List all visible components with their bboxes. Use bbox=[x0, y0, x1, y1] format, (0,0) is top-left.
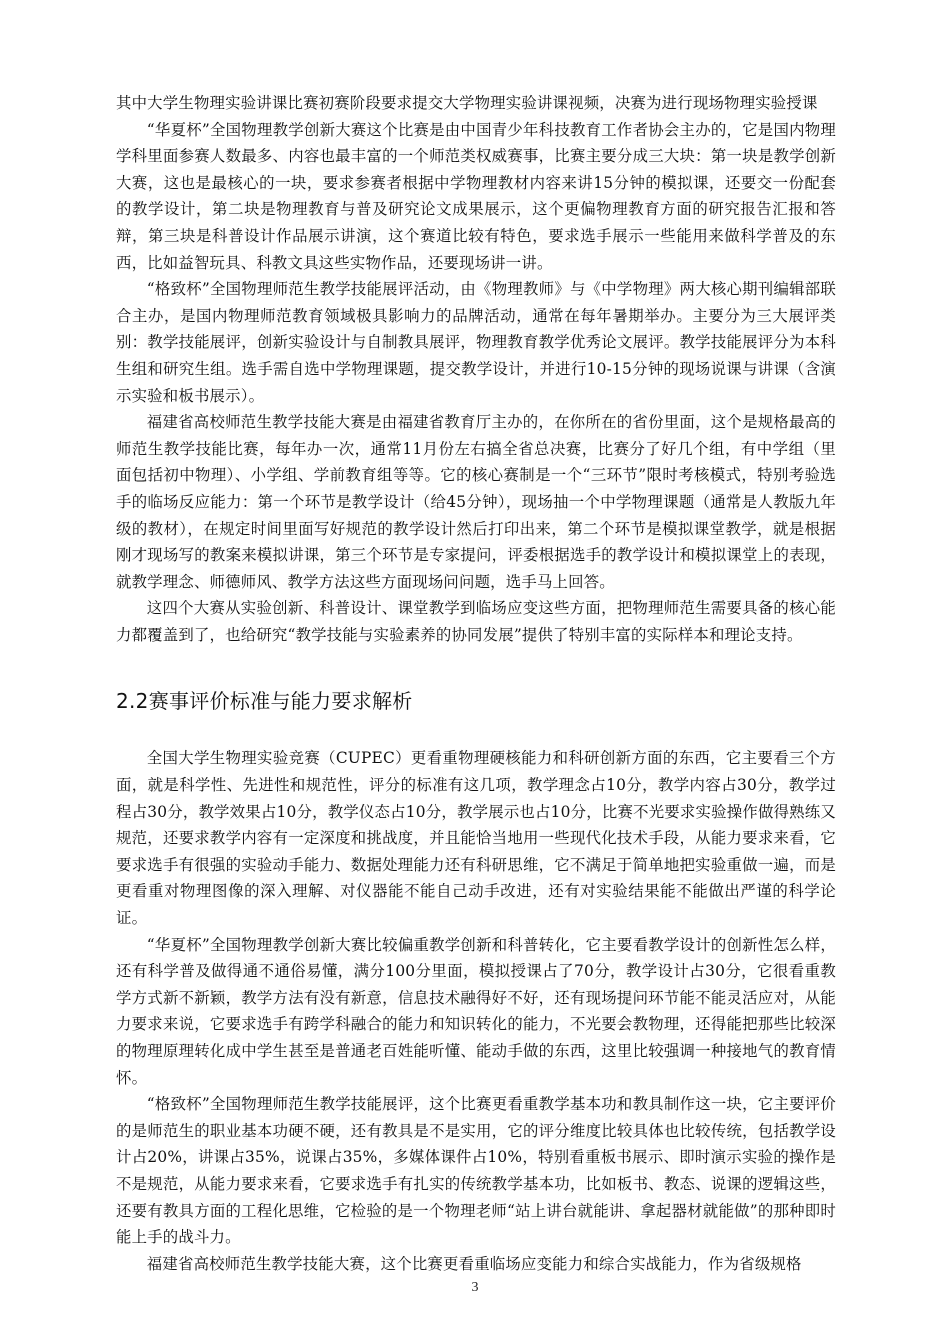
paragraph: 全国大学生物理实验竞赛（CUPEC）更看重物理硬核能力和科研创新方面的东西，它主要看三个方面，就是科学性、先进性和规范性，评分的标准有这几项，教学理念占10分，教学内容占30分，教学过程占30分，教学效果占10分，教学仪态占10分，教学展示也占10分，比赛不光要求实验操作做得熟练又规范，还要求教学内容有一定深度和挑战度，并且能恰当地用一些现代化技术手段，从能力要求来看，它要求选手有很强的实验动手能力、数据处理能力还有科研思维，它不满足于简单地把实验重做一遍，而是更看重对物理图像的深入理解、对仪器能不能自己动手改进，还有对实验结果能不能做出严谨的科学论证。 bbox=[116, 749, 836, 928]
paragraph: 其中大学生物理实验讲课比赛初赛阶段要求提交大学物理实验讲课视频，决赛为进行现场物理实验授课 bbox=[116, 94, 818, 112]
page-body bbox=[116, 90, 836, 1277]
paragraph: “华夏杯”全国物理教学创新大赛比较偏重教学创新和科普转化，它主要看教学设计的创新性怎么样，还有科学普及做得通不通俗易懂，满分100分里面，模拟授课占了70分，教学设计占30分，它很看重教学方式新不新颖，教学方法有没有新意，信息技术融得好不好，还有现场提问环节能不能灵活应对，从能力要求来说，它要求选手有跨学科融合的能力和知识转化的能力，不光要会教物理，还得能把那些比较深的物理原理转化成中学生甚至是普通老百姓能听懂、能动手做的东西，这里比较强调一种接地气的教育情怀。 bbox=[116, 935, 836, 1087]
bottom-paragraphs bbox=[116, 745, 836, 1277]
paragraph: 这四个大赛从实验创新、科普设计、课堂教学到临场应变这些方面，把物理师范生需要具备的核心能力都覆盖到了，也给研究“教学技能与实验素养的协同发展”提供了特别丰富的实际样本和理论支持。 bbox=[116, 599, 836, 644]
paragraph: 福建省高校师范生教学技能大赛，这个比赛更看重临场应变能力和综合实战能力，作为省级规格 bbox=[146, 1254, 802, 1273]
paragraph: “华夏杯”全国物理教学创新大赛这个比赛是由中国青少年科技教育工作者协会主办的，它是国内物理学科里面参赛人数最多、内容也最丰富的一个师范类权威赛事，比赛主要分成三大块：第一块是教学创新大赛，这也是最核心的一块，要求参赛者根据中学物理教材内容来讲15分钟的模拟课，还要交一份配套的教学设计，第二块是物理教育与普及研究论文成果展示，这个更偏物理教育方面的研究报告汇报和答辩，第三块是科普设计作品展示讲演，这个赛道比较有特色，要求选手展示一些能用来做科学普及的东西，比如益智玩具、科教文具这些实物作品，还要现场讲一讲。 bbox=[116, 120, 836, 272]
page-number: 3 bbox=[471, 1280, 479, 1295]
spacer bbox=[116, 648, 836, 662]
paragraph: “格致杯”全国物理师范生教学技能展评活动，由《物理教师》与《中学物理》两大核心期刊编辑部联合主办，是国内物理师范教育领域极具影响力的品牌活动，通常在每年暑期举办。主要分为三大展评类别：教学技能展评，创新实验设计与自制教具展评，物理教育教学优秀论文展评。教学技能展评分为本科生组和研究生组。选手需自选中学物理课题，提交教学设计，并进行10-15分钟的现场说课与讲课（含演示实验和板书展示）。 bbox=[116, 280, 836, 405]
paragraph: “格致杯”全国物理师范生教学技能展评，这个比赛更看重教学基本功和教具制作这一块，它主要评价的是师范生的职业基本功硬不硬，还有教具是不是实用，它的评分维度比较具体也比较传统，包括教学设计占20%，讲课占35%，说课占35%，多媒体课件占10%，特别看重板书展示、即时演示实验的操作是不是规范，从能力要求来看，它要求选手有扎实的传统教学基本功，比如板书、教态、说课的逻辑这些，还要有教具方面的工程化思维，它检验的是一个物理老师“站上讲台就能讲、拿起器材就能做”的那种即时能上手的战斗力。 bbox=[116, 1095, 836, 1247]
top-paragraphs bbox=[116, 90, 836, 648]
paragraph: 福建省高校师范生教学技能大赛是由福建省教育厅主办的，在你所在的省份里面，这个是规格最高的师范生教学技能比赛，每年办一次，通常11月份左右搞全省总决赛，比赛分了好几个组，有中学组（里面包括初中物理）、小学组、学前教育组等等。它的核心赛制是一个“三环节”限时考核模式，特别考验选手的临场反应能力：第一个环节是教学设计（给45分钟），现场抽一个中学物理课题（通常是人教版九年级的教材），在规定时间里面写好规范的教学设计然后打印出来，第二个环节是模拟课堂教学，就是根据刚才现场写的教案来模拟讲课，第三个环节是专家提问，评委根据选手的教学设计和模拟课堂上的表现，就教学理念、师德师风、教学方法这些方面现场问问题，选手马上回答。 bbox=[116, 413, 836, 591]
section-heading: 2.2赛事评价标准与能力要求解析 bbox=[116, 689, 413, 714]
